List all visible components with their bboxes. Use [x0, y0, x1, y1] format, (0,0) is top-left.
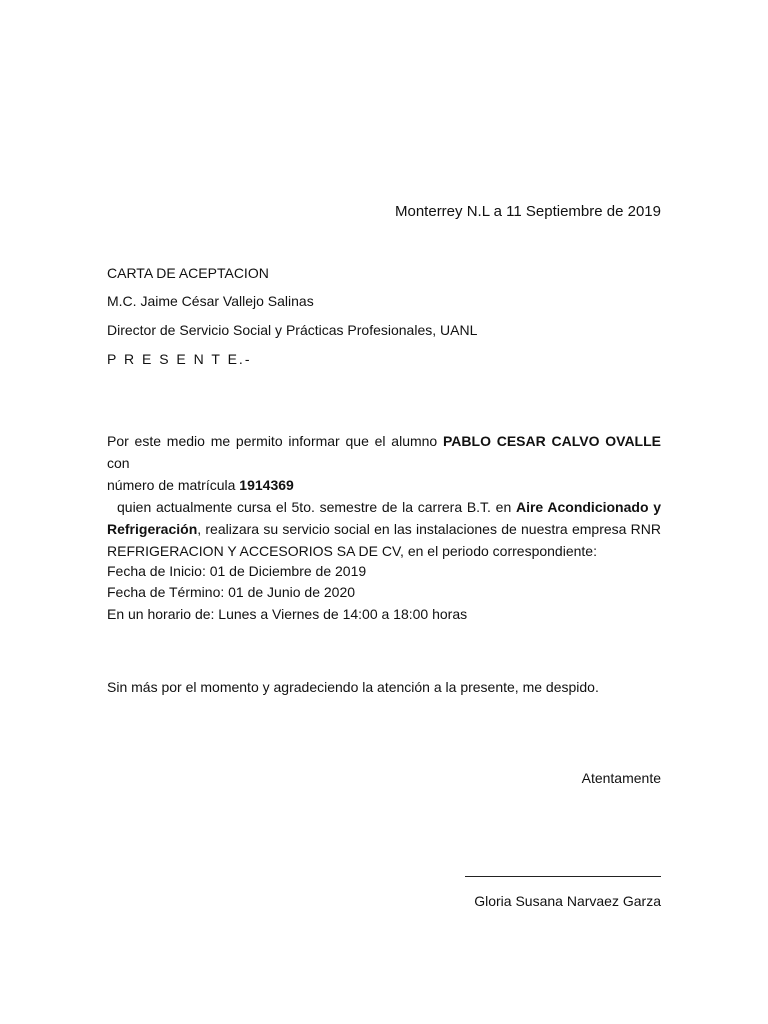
body-line-1: Por este medio me permito informar que el alumno PABLO CESAR CALVO OVALLE con [107, 433, 661, 471]
student-name: PABLO CESAR CALVO OVALLE [443, 433, 661, 449]
body-line-5: REFRIGERACION Y ACCESORIOS SA DE CV, en el periodo correspondiente: [107, 543, 597, 559]
body-paragraph [107, 430, 661, 562]
matricula: 1914369 [239, 477, 294, 493]
body-line-2: número de matrícula 1914369 [107, 477, 294, 493]
career-part-1: Aire Acondicionado y [515, 499, 661, 515]
date-line: Monterrey N.L a 11 Septiembre de 2019 [395, 203, 661, 220]
salutation: P R E S E N T E.- [107, 351, 252, 367]
signer-name: Gloria Susana Narvaez Garza [474, 893, 661, 909]
schedule: En un horario de: Lunes a Viernes de 14:00 a 18:00 horas [107, 606, 468, 622]
sign-off: Atentamente [581, 770, 661, 786]
signature-line [465, 876, 661, 877]
start-date: Fecha de Inicio: 01 de Diciembre de 2019 [107, 563, 367, 579]
end-date: Fecha de Término: 01 de Junio de 2020 [107, 584, 356, 600]
career-part-2: Refrigeración [107, 521, 198, 537]
letter-title: CARTA DE ACEPTACION [107, 265, 269, 281]
body-line-3: quien actualmente cursa el 5to. semestre de la carrera B.T. en Aire Acondicionado y [117, 499, 661, 515]
closing-sentence: Sin más por el momento y agradeciendo la atención a la presente, me despido. [107, 679, 599, 695]
body-line-4: Refrigeración, realizara su servicio social en las instalaciones de nuestra empresa RNR [107, 521, 661, 537]
recipient-name: M.C. Jaime César Vallejo Salinas [107, 293, 314, 309]
recipient-position: Director de Servicio Social y Prácticas Profesionales, UANL [107, 322, 478, 338]
